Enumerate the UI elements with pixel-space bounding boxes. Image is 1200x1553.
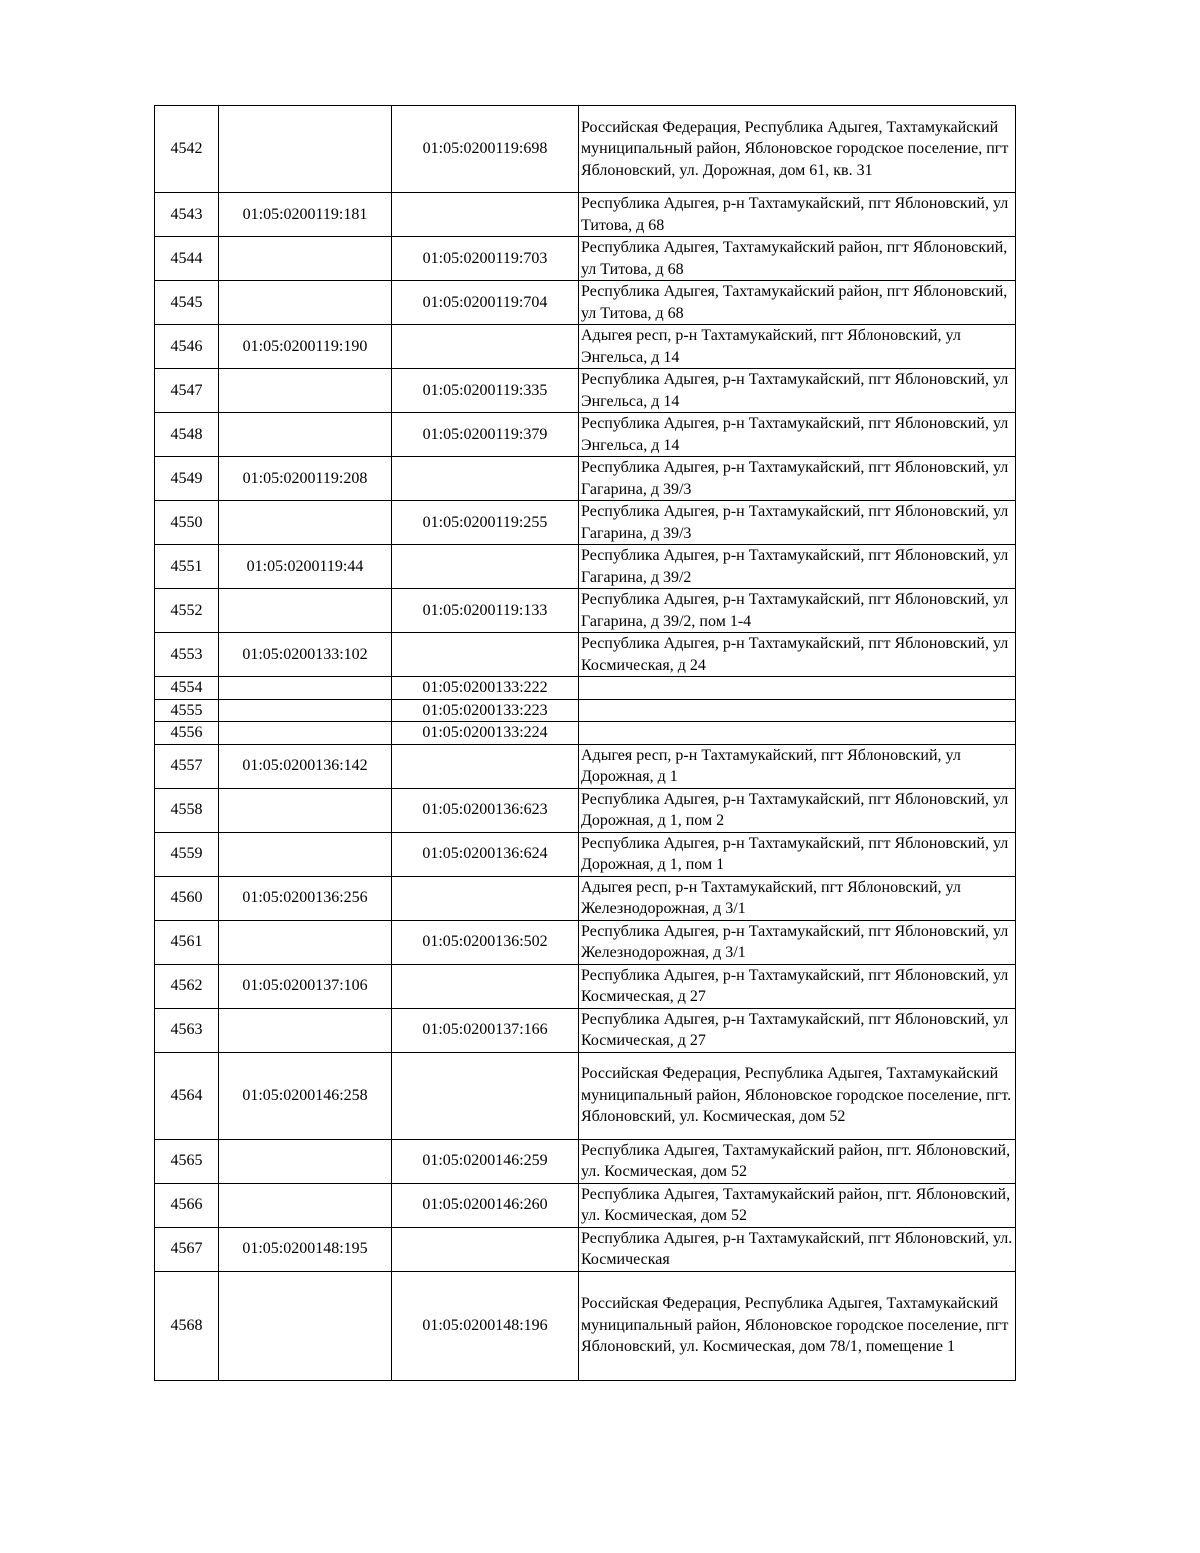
row-number-cell: 4561	[155, 920, 219, 964]
parcel-cadastral-number-cell: 01:05:0200136:142	[219, 744, 392, 788]
parcel-cadastral-number-cell	[219, 589, 392, 633]
row-number-cell: 4564	[155, 1052, 219, 1139]
table-row	[155, 1271, 1016, 1380]
row-number-cell: 4549	[155, 457, 219, 501]
parcel-cadastral-number-cell	[219, 677, 392, 700]
row-number-cell: 4554	[155, 677, 219, 700]
row-number-cell: 4550	[155, 501, 219, 545]
table-row	[155, 193, 1016, 237]
table-row	[155, 677, 1016, 700]
building-cadastral-number-cell: 01:05:0200119:704	[392, 281, 579, 325]
parcel-cadastral-number-cell	[219, 832, 392, 876]
address-cell: Республика Адыгея, р-н Тахтамукайский, пгт Яблоновский, ул Гагарина, д 39/3	[579, 501, 1016, 545]
building-cadastral-number-cell: 01:05:0200133:223	[392, 699, 579, 722]
building-cadastral-number-cell: 01:05:0200119:703	[392, 237, 579, 281]
building-cadastral-number-cell: 01:05:0200119:379	[392, 413, 579, 457]
row-number-cell: 4546	[155, 325, 219, 369]
building-cadastral-number-cell	[392, 633, 579, 677]
table-row	[155, 1139, 1016, 1183]
address-cell: Республика Адыгея, р-н Тахтамукайский, пгт Яблоновский, ул Дорожная, д 1, пом 1	[579, 832, 1016, 876]
parcel-cadastral-number-cell	[219, 369, 392, 413]
building-cadastral-number-cell: 01:05:0200133:222	[392, 677, 579, 700]
row-number-cell: 4566	[155, 1183, 219, 1227]
table-row	[155, 744, 1016, 788]
building-cadastral-number-cell	[392, 964, 579, 1008]
address-cell: Республика Адыгея, р-н Тахтамукайский, пгт Яблоновский, ул Титова, д 68	[579, 193, 1016, 237]
parcel-cadastral-number-cell	[219, 722, 392, 745]
table-row	[155, 1008, 1016, 1052]
row-number-cell: 4544	[155, 237, 219, 281]
row-number-cell: 4556	[155, 722, 219, 745]
parcel-cadastral-number-cell	[219, 788, 392, 832]
building-cadastral-number-cell: 01:05:0200146:259	[392, 1139, 579, 1183]
table-row	[155, 964, 1016, 1008]
row-number-cell: 4558	[155, 788, 219, 832]
building-cadastral-number-cell: 01:05:0200133:224	[392, 722, 579, 745]
parcel-cadastral-number-cell: 01:05:0200119:44	[219, 545, 392, 589]
table-row	[155, 788, 1016, 832]
table-row	[155, 545, 1016, 589]
address-cell: Российская Федерация, Республика Адыгея, Тахтамукайский муниципальный район, Яблоновское городское поселение, пгт Яблоновский, ул. Дорожная, дом 61, кв. 31	[579, 106, 1016, 193]
address-cell: Республика Адыгея, р-н Тахтамукайский, пгт Яблоновский, ул Гагарина, д 39/3	[579, 457, 1016, 501]
building-cadastral-number-cell: 01:05:0200146:260	[392, 1183, 579, 1227]
parcel-cadastral-number-cell: 01:05:0200136:256	[219, 876, 392, 920]
table-row	[155, 722, 1016, 745]
parcel-cadastral-number-cell	[219, 501, 392, 545]
row-number-cell: 4547	[155, 369, 219, 413]
row-number-cell: 4568	[155, 1271, 219, 1380]
table-row	[155, 920, 1016, 964]
address-cell	[579, 699, 1016, 722]
table-row	[155, 457, 1016, 501]
parcel-cadastral-number-cell	[219, 281, 392, 325]
property-registry-table	[154, 105, 1016, 1381]
row-number-cell: 4557	[155, 744, 219, 788]
table-row	[155, 633, 1016, 677]
parcel-cadastral-number-cell: 01:05:0200148:195	[219, 1227, 392, 1271]
building-cadastral-number-cell	[392, 1052, 579, 1139]
parcel-cadastral-number-cell: 01:05:0200119:208	[219, 457, 392, 501]
registry-table-body	[155, 106, 1016, 1381]
address-cell: Адыгея респ, р-н Тахтамукайский, пгт Яблоновский, ул Железнодорожная, д 3/1	[579, 876, 1016, 920]
address-cell: Республика Адыгея, Тахтамукайский район, пгт. Яблоновский, ул. Космическая, дом 52	[579, 1183, 1016, 1227]
address-cell: Республика Адыгея, Тахтамукайский район, пгт Яблоновский, ул Титова, д 68	[579, 281, 1016, 325]
table-row	[155, 1227, 1016, 1271]
address-cell: Российская Федерация, Республика Адыгея, Тахтамукайский муниципальный район, Яблоновское городское поселение, пгт Яблоновский, ул. Космическая, дом 78/1, помещение 1	[579, 1271, 1016, 1380]
building-cadastral-number-cell: 01:05:0200148:196	[392, 1271, 579, 1380]
address-cell: Республика Адыгея, р-н Тахтамукайский, пгт Яблоновский, ул Энгельса, д 14	[579, 369, 1016, 413]
row-number-cell: 4543	[155, 193, 219, 237]
table-row	[155, 832, 1016, 876]
address-cell: Республика Адыгея, р-н Тахтамукайский, пгт Яблоновский, ул Энгельса, д 14	[579, 413, 1016, 457]
table-row	[155, 589, 1016, 633]
parcel-cadastral-number-cell	[219, 1008, 392, 1052]
row-number-cell: 4552	[155, 589, 219, 633]
table-row	[155, 876, 1016, 920]
table-row	[155, 325, 1016, 369]
row-number-cell: 4560	[155, 876, 219, 920]
address-cell	[579, 722, 1016, 745]
table-row	[155, 281, 1016, 325]
address-cell: Республика Адыгея, р-н Тахтамукайский, пгт Яблоновский, ул Дорожная, д 1, пом 2	[579, 788, 1016, 832]
building-cadastral-number-cell	[392, 545, 579, 589]
building-cadastral-number-cell: 01:05:0200119:255	[392, 501, 579, 545]
row-number-cell: 4551	[155, 545, 219, 589]
building-cadastral-number-cell	[392, 1227, 579, 1271]
building-cadastral-number-cell: 01:05:0200119:698	[392, 106, 579, 193]
address-cell	[579, 677, 1016, 700]
row-number-cell: 4553	[155, 633, 219, 677]
row-number-cell: 4548	[155, 413, 219, 457]
table-row	[155, 501, 1016, 545]
parcel-cadastral-number-cell: 01:05:0200137:106	[219, 964, 392, 1008]
table-row	[155, 1052, 1016, 1139]
parcel-cadastral-number-cell	[219, 413, 392, 457]
table-row	[155, 1183, 1016, 1227]
row-number-cell: 4563	[155, 1008, 219, 1052]
building-cadastral-number-cell	[392, 457, 579, 501]
address-cell: Адыгея респ, р-н Тахтамукайский, пгт Яблоновский, ул Дорожная, д 1	[579, 744, 1016, 788]
parcel-cadastral-number-cell	[219, 106, 392, 193]
address-cell: Республика Адыгея, р-н Тахтамукайский, пгт Яблоновский, ул Космическая, д 27	[579, 964, 1016, 1008]
table-row	[155, 413, 1016, 457]
table-row	[155, 106, 1016, 193]
parcel-cadastral-number-cell: 01:05:0200146:258	[219, 1052, 392, 1139]
address-cell: Адыгея респ, р-н Тахтамукайский, пгт Яблоновский, ул Энгельса, д 14	[579, 325, 1016, 369]
building-cadastral-number-cell	[392, 744, 579, 788]
parcel-cadastral-number-cell: 01:05:0200119:181	[219, 193, 392, 237]
table-row	[155, 699, 1016, 722]
address-cell: Республика Адыгея, р-н Тахтамукайский, пгт Яблоновский, ул Железнодорожная, д 3/1	[579, 920, 1016, 964]
address-cell: Российская Федерация, Республика Адыгея, Тахтамукайский муниципальный район, Яблоновское городское поселение, пгт. Яблоновский, ул. Космическая, дом 52	[579, 1052, 1016, 1139]
parcel-cadastral-number-cell	[219, 699, 392, 722]
parcel-cadastral-number-cell	[219, 237, 392, 281]
row-number-cell: 4565	[155, 1139, 219, 1183]
address-cell: Республика Адыгея, р-н Тахтамукайский, пгт Яблоновский, ул Космическая, д 24	[579, 633, 1016, 677]
row-number-cell: 4562	[155, 964, 219, 1008]
building-cadastral-number-cell: 01:05:0200136:502	[392, 920, 579, 964]
address-cell: Республика Адыгея, р-н Тахтамукайский, пгт Яблоновский, ул Космическая, д 27	[579, 1008, 1016, 1052]
parcel-cadastral-number-cell	[219, 1271, 392, 1380]
address-cell: Республика Адыгея, р-н Тахтамукайский, пгт Яблоновский, ул Гагарина, д 39/2, пом 1-4	[579, 589, 1016, 633]
building-cadastral-number-cell: 01:05:0200136:624	[392, 832, 579, 876]
building-cadastral-number-cell: 01:05:0200137:166	[392, 1008, 579, 1052]
row-number-cell: 4559	[155, 832, 219, 876]
row-number-cell: 4545	[155, 281, 219, 325]
parcel-cadastral-number-cell	[219, 1139, 392, 1183]
row-number-cell: 4542	[155, 106, 219, 193]
parcel-cadastral-number-cell	[219, 1183, 392, 1227]
building-cadastral-number-cell: 01:05:0200119:133	[392, 589, 579, 633]
table-row	[155, 237, 1016, 281]
address-cell: Республика Адыгея, Тахтамукайский район, пгт Яблоновский, ул Титова, д 68	[579, 237, 1016, 281]
building-cadastral-number-cell	[392, 325, 579, 369]
table-row	[155, 369, 1016, 413]
building-cadastral-number-cell	[392, 876, 579, 920]
row-number-cell: 4555	[155, 699, 219, 722]
address-cell: Республика Адыгея, Тахтамукайский район, пгт. Яблоновский, ул. Космическая, дом 52	[579, 1139, 1016, 1183]
address-cell: Республика Адыгея, р-н Тахтамукайский, пгт Яблоновский, ул Гагарина, д 39/2	[579, 545, 1016, 589]
address-cell: Республика Адыгея, р-н Тахтамукайский, пгт Яблоновский, ул. Космическая	[579, 1227, 1016, 1271]
parcel-cadastral-number-cell	[219, 920, 392, 964]
parcel-cadastral-number-cell: 01:05:0200133:102	[219, 633, 392, 677]
building-cadastral-number-cell	[392, 193, 579, 237]
row-number-cell: 4567	[155, 1227, 219, 1271]
building-cadastral-number-cell: 01:05:0200119:335	[392, 369, 579, 413]
building-cadastral-number-cell: 01:05:0200136:623	[392, 788, 579, 832]
parcel-cadastral-number-cell: 01:05:0200119:190	[219, 325, 392, 369]
